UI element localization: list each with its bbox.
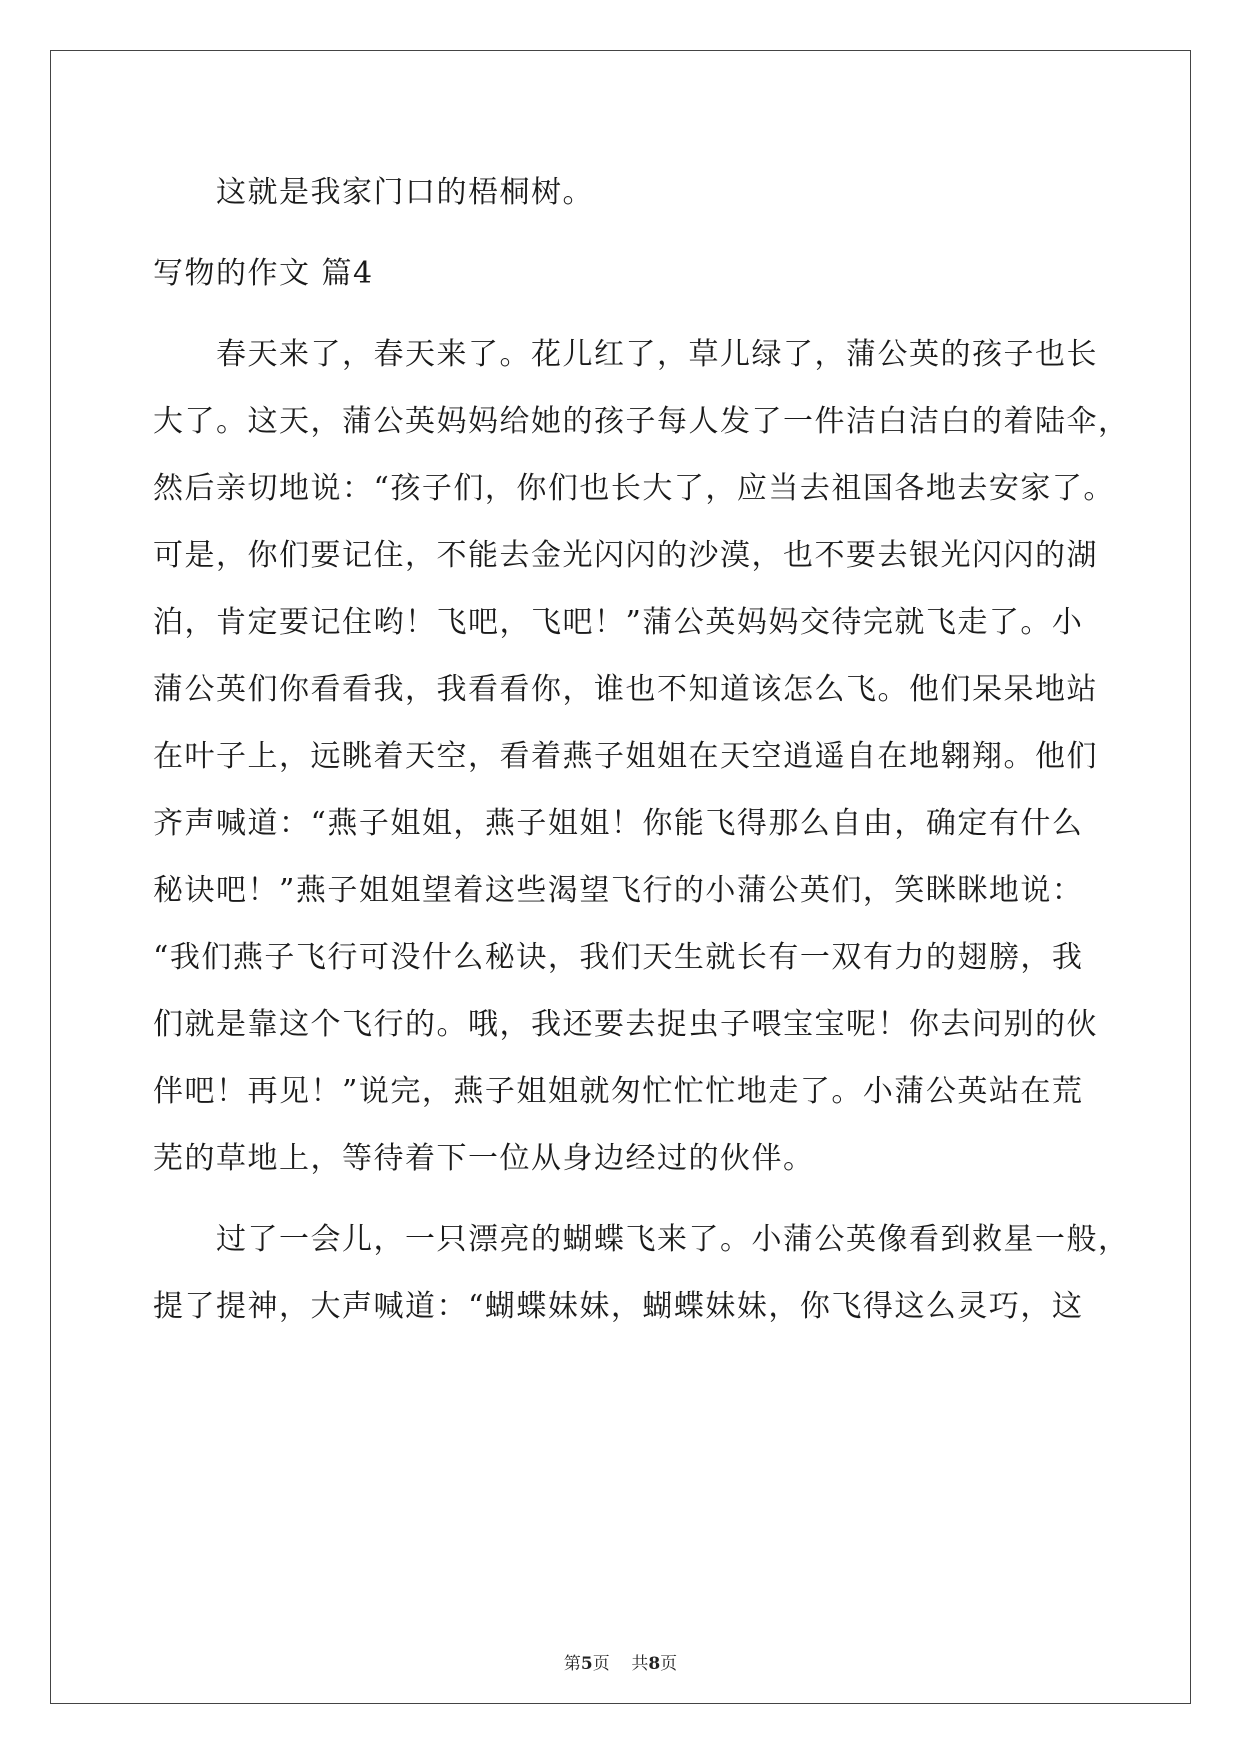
paragraph-line: 齐声喊道：“燕子姐姐，燕子姐姐！你能飞得那么自由，确定有什么	[153, 806, 1084, 841]
paragraph-line: 然后亲切地说：“孩子们，你们也长大了，应当去祖国各地去安家了。	[153, 471, 1115, 506]
paragraph-line: 芜的草地上，等待着下一位从身边经过的伙伴。	[153, 1141, 815, 1176]
page-total-prefix: 共	[631, 1654, 649, 1674]
paragraph-line: 春天来了，春天来了。花儿红了，草儿绿了，蒲公英的孩子也长	[216, 337, 1098, 372]
page-number-prefix: 第	[563, 1654, 581, 1674]
page-footer	[0, 1653, 1241, 1675]
paragraph-line: 大了。这天，蒲公英妈妈给她的孩子每人发了一件洁白洁白的着陆伞，	[153, 404, 1130, 439]
page-number-current: 5	[580, 1654, 593, 1674]
page-total-suffix: 页	[660, 1654, 678, 1674]
paragraph-line: “我们燕子飞行可没什么秘诀，我们天生就长有一双有力的翅膀，我	[153, 940, 1084, 975]
paragraph-line: 这就是我家门口的梧桐树。	[216, 175, 594, 210]
page-total: 8	[648, 1654, 661, 1674]
paragraph-line: 过了一会儿，一只漂亮的蝴蝶飞来了。小蒲公英像看到救星一般，	[216, 1222, 1130, 1257]
paragraph-line: 在叶子上，远眺着天空，看着燕子姐姐在天空逍遥自在地翱翔。他们	[153, 739, 1098, 774]
paragraph-line: 蒲公英们你看看我，我看看你，谁也不知道该怎么飞。他们呆呆地站	[153, 672, 1098, 707]
paragraph-line: 们就是靠这个飞行的。哦，我还要去捉虫子喂宝宝呢！你去问别的伙	[153, 1007, 1098, 1042]
paragraph-line: 秘诀吧！”燕子姐姐望着这些渴望飞行的小蒲公英们，笑眯眯地说：	[153, 873, 1084, 908]
paragraph-line: 伴吧！再见！”说完，燕子姐姐就匆忙忙忙地走了。小蒲公英站在荒	[153, 1074, 1084, 1109]
paragraph-line: 提了提神，大声喊道：“蝴蝶妹妹，蝴蝶妹妹，你飞得这么灵巧，这	[153, 1289, 1084, 1324]
page-number-suffix: 页	[592, 1654, 610, 1674]
paragraph-line: 可是，你们要记住，不能去金光闪闪的沙漠，也不要去银光闪闪的湖	[153, 538, 1098, 573]
paragraph-line: 泊，肯定要记住哟！飞吧，飞吧！”蒲公英妈妈交待完就飞走了。小	[153, 605, 1084, 640]
section-heading: 写物的作文 篇4	[153, 256, 374, 291]
